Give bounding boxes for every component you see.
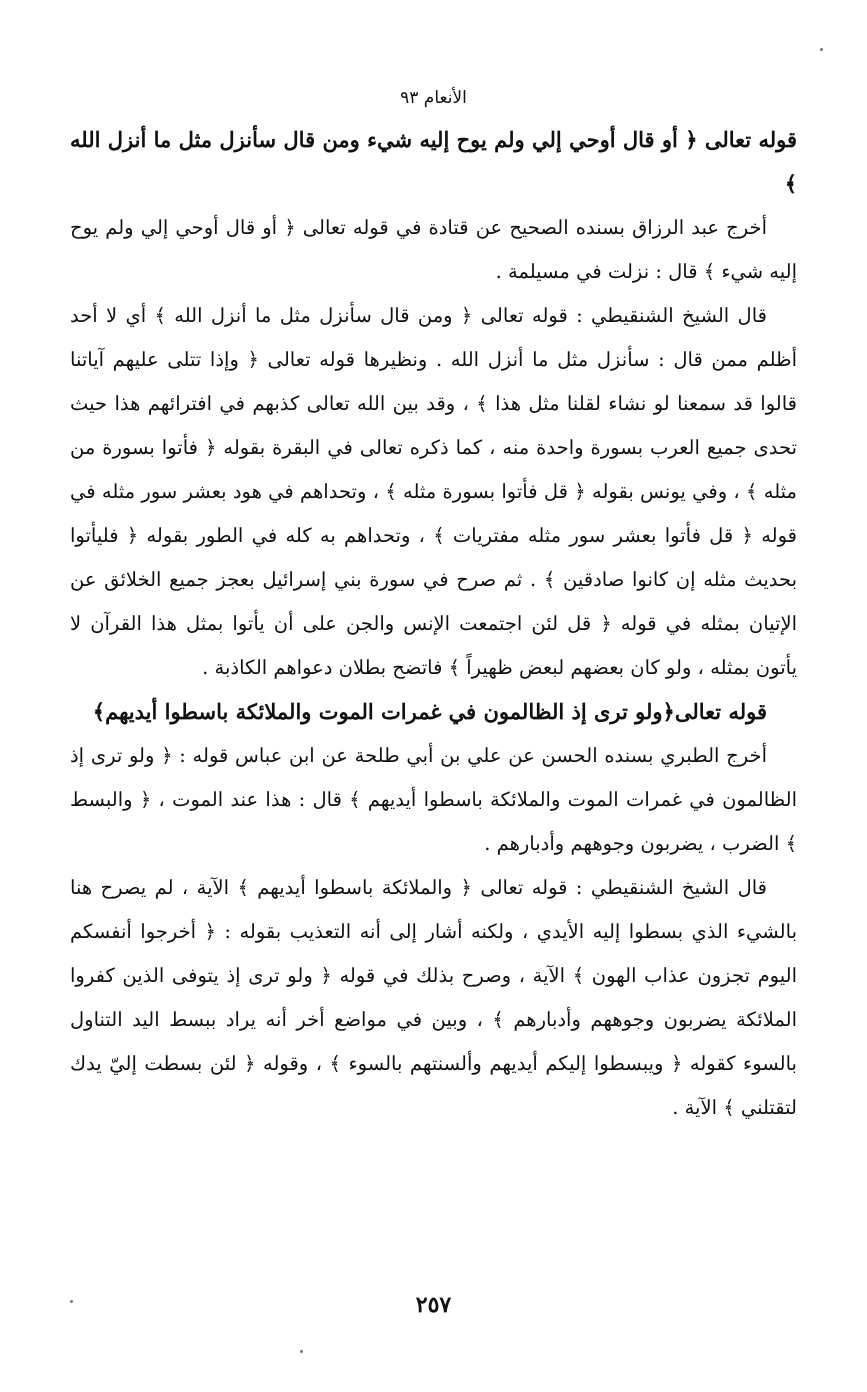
scan-speck [300,1350,303,1353]
section-1-heading: قوله تعالى ﴿ أو قال أوحي إلي ولم يوح إليه شيء ومن قال سأنزل مثل ما أنزل الله ﴾ [70,127,797,196]
running-header: الأنعام ٩٣ [400,88,467,108]
section-2-paragraph-1: أخرج الطبري بسنده الحسن عن علي بن أبي طلحة عن ابن عباس قوله : ﴿ ولو ترى إذ الظالمون في غمرات الموت والملائكة باسطوا أيديهم ﴾ قال : هذا عند الموت ، ﴿ والبسط ﴾ الضرب ، يضربون وجوههم وأدبارهم . [70,744,797,855]
section-2-heading: قوله تعالى﴿ولو ترى إذ الظالمون في غمرات الموت والملائكة باسطوا أيديهم﴾ [92,699,767,724]
page-body [70,118,797,1130]
scan-speck [820,48,823,51]
section-1-paragraph-1: أخرج عبد الرزاق بسنده الصحيح عن قتادة في قوله تعالى ﴿ أو قال أوحي إلي ولم يوح إليه شيء ﴾ قال : نزلت في مسيلمة . [70,216,797,283]
section-1-paragraph-2: قال الشيخ الشنقيطي : قوله تعالى ﴿ ومن قال سأنزل مثل ما أنزل الله ﴾ أي لا أحد أظلم ممن قال : سأنزل مثل ما أنزل الله . ونظيرها قوله تعالى ﴿ وإذا تتلى عليهم آياتنا قالوا قد سمعنا لو نشاء لقلنا مثل هذا ﴾ ، وقد بين الله تعالى كذبهم في افترائهم هذا حيث تحدى جميع العرب بسورة واحدة منه ، كما ذكره تعالى في البقرة بقوله ﴿ فأتوا بسورة من مثله ﴾ ، وفي يونس بقوله ﴿ قل فأتوا بسورة مثله ﴾ ، وتحداهم في هود بعشر سور مثله في قوله ﴿ قل فأتوا بعشر سور مثله مفتريات ﴾ ، وتحداهم به كله في الطور بقوله ﴿ فليأتوا بحديث مثله إن كانوا صادقين ﴾ . ثم صرح في سورة بني إسرائيل بعجز جميع الخلائق عن الإتيان بمثله في قوله ﴿ قل لئن اجتمعت الإنس والجن على أن يأتوا بمثل هذا القرآن لا يأتون بمثله ، ولو كان بعضهم لبعض ظهيراً ﴾ فاتضح بطلان دعواهم الكاذبة . [70,304,797,679]
page-number: ٢٥٧ [415,1292,452,1318]
scan-speck [70,1300,73,1303]
section-2-paragraph-2: قال الشيخ الشنقيطي : قوله تعالى ﴿ والملائكة باسطوا أيديهم ﴾ الآية ، لم يصرح هنا بالشيء الذي بسطوا إليه الأيدي ، ولكنه أشار إلى أنه التعذيب بقوله : ﴿ أخرجوا أنفسكم اليوم تجزون عذاب الهون ﴾ الآية ، وصرح بذلك في قوله ﴿ ولو ترى إذ يتوفى الذين كفروا الملائكة يضربون وجوههم وأدبارهم ﴾ ، وبين في مواضع أخر أنه يراد ببسط اليد التناول بالسوء كقوله ﴿ ويبسطوا إليكم أيديهم وألسنتهم بالسوء ﴾ ، وقوله ﴿ لئن بسطت إليّ يدك لتقتلني ﴾ الآية . [70,876,797,1119]
